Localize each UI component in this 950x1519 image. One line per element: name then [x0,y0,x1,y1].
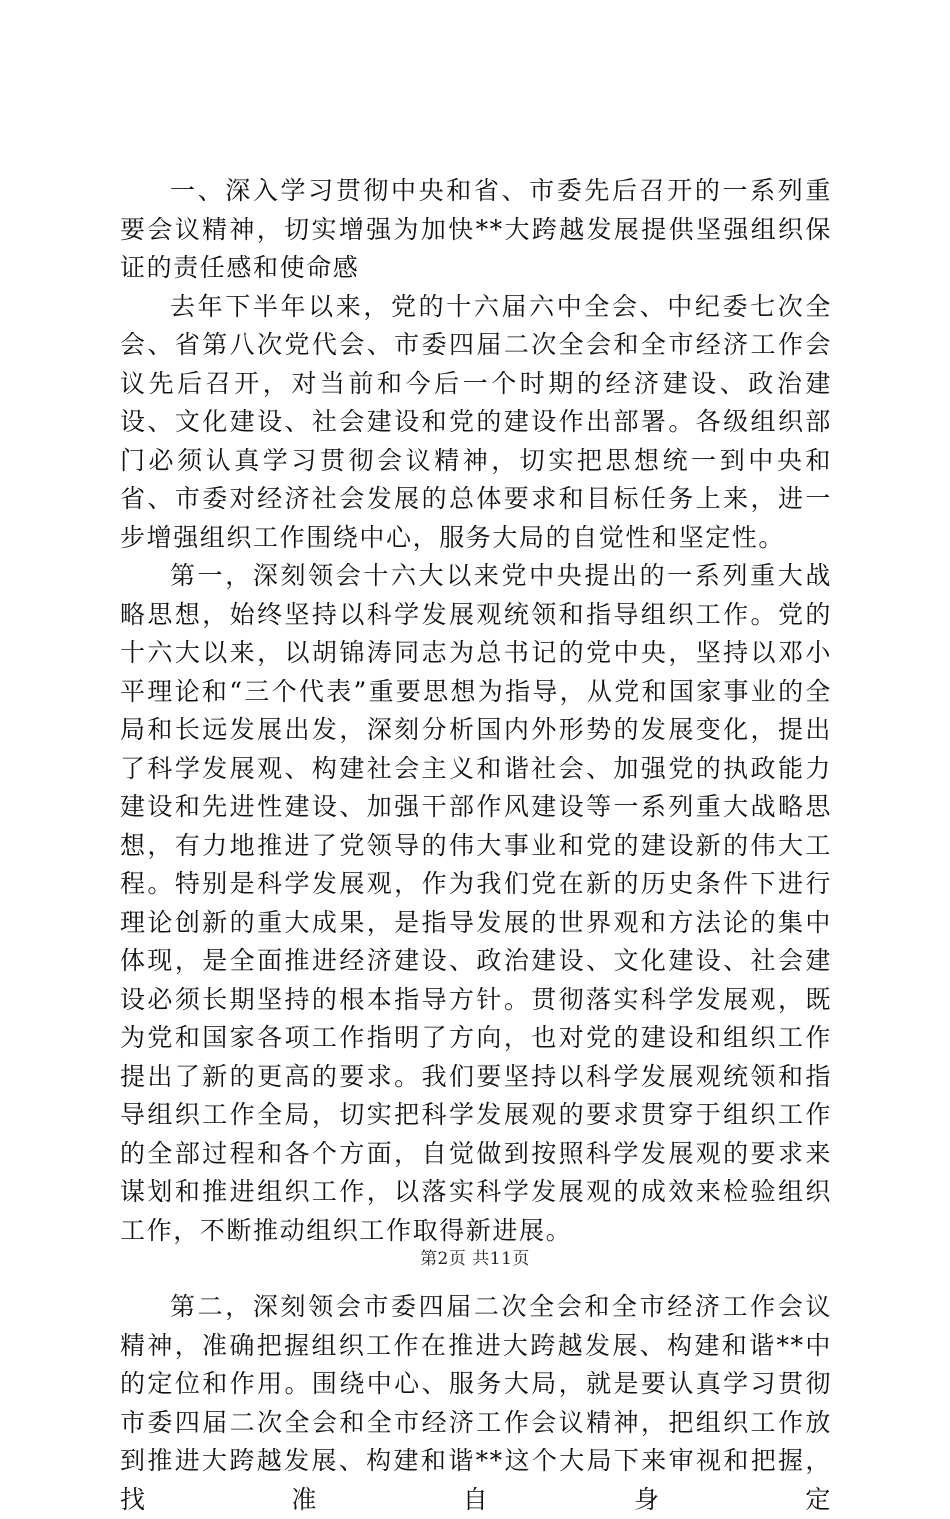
body-paragraph: 第一，深刻领会十六大以来党中央提出的一系列重大战略思想，始终坚持以科学发展观统领和指导组织工作。党的十六大以来，以胡锦涛同志为总书记的党中央，坚持以邓小平理论和“三个代表”重要思想为指导，从党和国家事业的全局和长远发展出发，深刻分析国内外形势的发展变化，提出了科学发展观、构建社会主义和谐社会、加强党的执政能力建设和先进性建设、加强干部作风建设等一系列重大战略思想，有力地推进了党领导的伟大事业和党的建设新的伟大工程。特别是科学发展观，作为我们党在新的历史条件下进行理论创新的重大成果，是指导发展的世界观和方法论的集中体现，是全面推进经济建设、政治建设、文化建设、社会建设必须长期坚持的根本指导方针。贯彻落实科学发展观，既为党和国家各项工作指明了方向，也对党的建设和组织工作提出了新的更高的要求。我们要坚持以科学发展观统领和指导组织工作全局，切实把科学发展观的要求贯穿于组织工作的全部过程和各个方面，自觉做到按照科学发展观的要求来谋划和推进组织工作，以落实科学发展观的成效来检验组织工作，不断推动组织工作取得新进展。 [120,561,832,1245]
section-heading: 一、深入学习贯彻中央和省、市委先后召开的一系列重要会议精神，切实增强为加快**大跨越发展提供坚强组织保证的责任感和使命感 [120,176,832,282]
body-paragraph: 去年下半年以来，党的十六届六中全会、中纪委七次全会、省第八次党代会、市委四届二次全会和全市经济工作会议先后召开，对当前和今后一个时期的经济建设、政治建设、文化建设、社会建设和党的建设作出部署。各级组织部门必须认真学习贯彻会议精神，切实把思想统一到中央和省、市委对经济社会发展的总体要求和目标任务上来，进一步增强组织工作围绕中心，服务大局的自觉性和坚定性。 [120,291,832,552]
page-number: 第2页 共11页 [420,1249,530,1269]
body-paragraph: 第二，深刻领会市委四届二次全会和全市经济工作会议精神，准确把握组织工作在推进大跨越发展、构建和谐**中的定位和作用。围绕中心、服务大局，就是要认真学习贯彻市委四届二次全会和全市经济工作会议精神，把组织工作放到推进大跨越发展、构建和谐**这个大局下来审视和把握，找准自身定 [120,1292,832,1514]
document-body [120,172,832,1519]
